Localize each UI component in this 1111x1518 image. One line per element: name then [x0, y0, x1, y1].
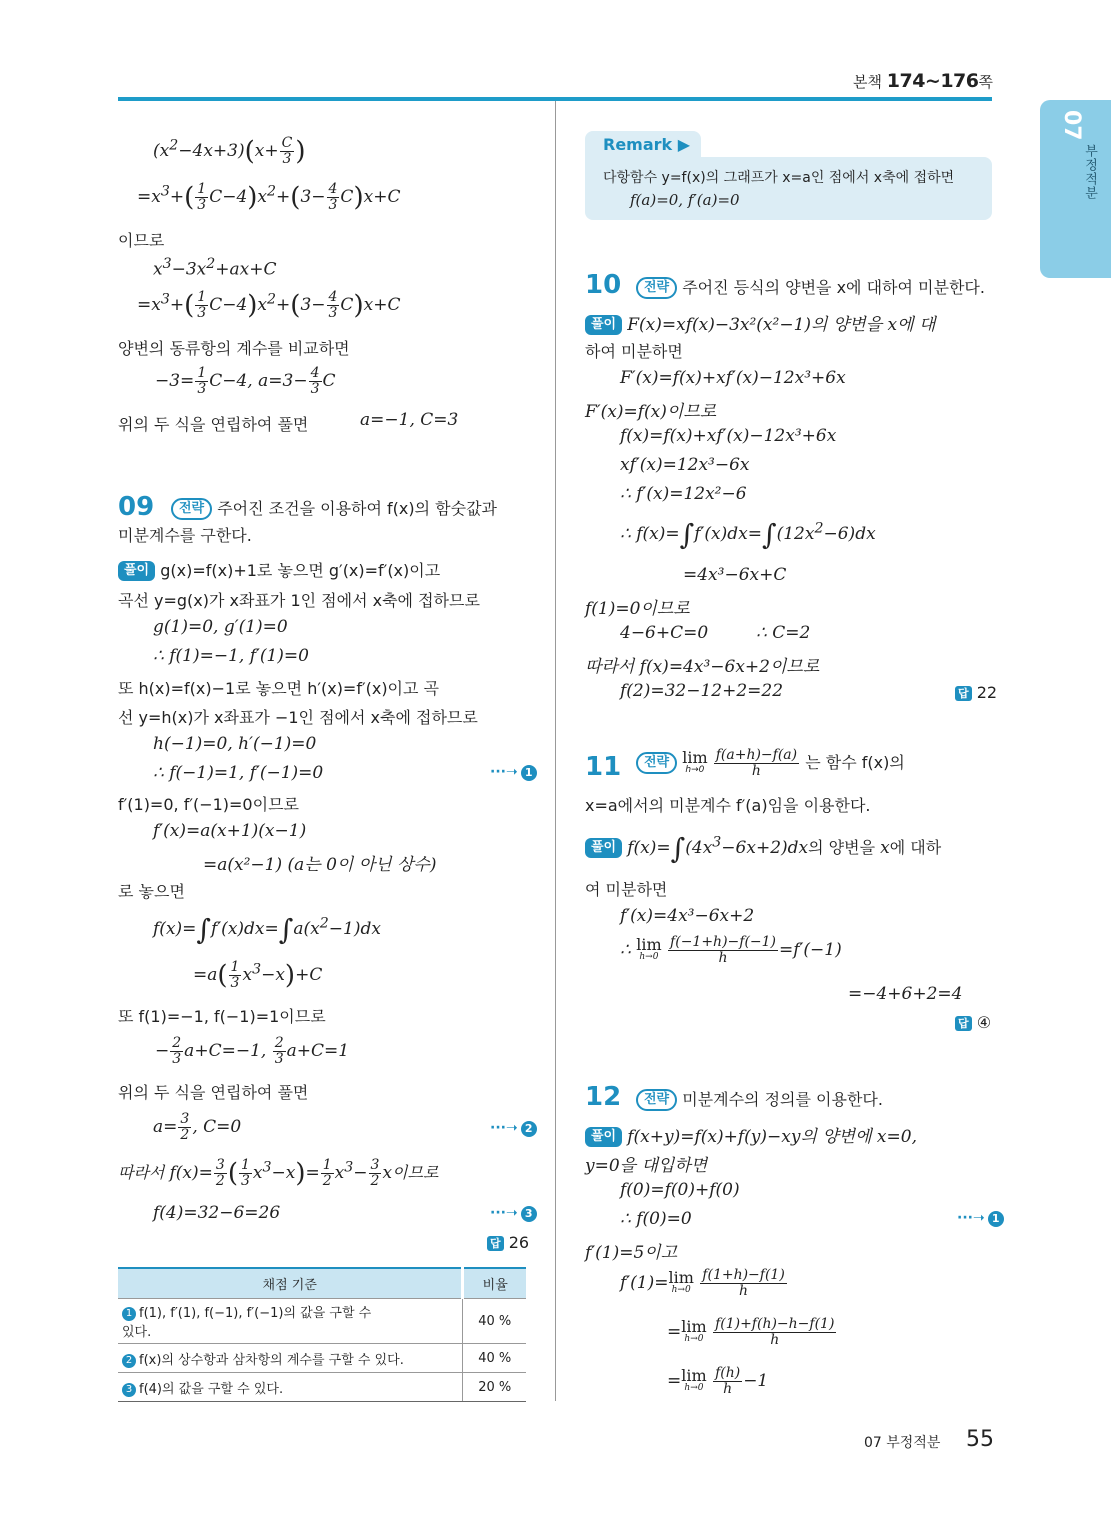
carry-line-5: $=x^3+$( $\frac{1}{3}$ $C-4)x^2+(3-$ $\frac{4}{3}$ C)x+C [137, 289, 401, 321]
p10-line-5: f(x)=f(x)+xf′(x)−12x³+6x [620, 426, 837, 446]
p12-line-8: = lim h→0 $\frac{f(h)}{h}$ −1 [667, 1365, 769, 1397]
p09-line-14: =a( $\frac{1}{3}$ $x^3-x)+C$ [193, 959, 323, 991]
p09-line-18: a= $\frac{3}{2}$ , C=0 [153, 1111, 242, 1143]
solution-badge: 풀이 [118, 561, 155, 581]
p09-line-17: 위의 두 식을 연립하여 풀면 [118, 1083, 309, 1102]
p09-line-7: h(−1)=0, h′(−1)=0 [153, 734, 317, 754]
header-criteria: 채점 기준 [118, 1268, 463, 1299]
remark-box [585, 157, 992, 220]
remark-line-1: 다항함수 y=f(x)의 그래프가 x=a인 점에서 x축에 접하면 [603, 170, 955, 186]
footer-chapter: 07 부정적분 [864, 1435, 941, 1451]
p12-line-7: = lim h→0 $\frac{f(1)+f(h)-h-f(1)}{h}$ [667, 1316, 835, 1348]
p10-line-2: 하여 미분하면 [585, 342, 683, 361]
p09-solution-line-1: 풀이 g(x)=f(x)+1로 놓으면 g′(x)=f′(x)이고 [118, 558, 440, 581]
p09-strategy-cont: 미분계수를 구한다. [118, 526, 252, 545]
chapter-side-tab [1040, 100, 1111, 278]
strategy-badge: 전략 [171, 498, 212, 520]
p12-solution-line-1: 풀이 f(x+y)=f(x)+f(y)−xy의 양변에 x=0, [585, 1122, 917, 1147]
p09-line-2: 곡선 y=g(x)가 x좌표가 1인 점에서 x축에 접하므로 [118, 591, 480, 610]
p09-line-13: $f(x)=\int f'(x)dx=\int a(x^2-1)dx$ [153, 913, 381, 946]
p10-line-13: f(2)=32−12+2=22 [620, 681, 784, 701]
p10-strategy: 전략 주어진 등식의 양변을 x에 대하여 미분한다. [636, 275, 985, 299]
chapter-number: 07 [1059, 110, 1084, 141]
step-marker-1: ···➝ 1 [490, 764, 537, 781]
solution-badge: 풀이 [585, 838, 622, 858]
p09-strategy: 전략 주어진 조건을 이용하여 f(x)의 함숫값과 [171, 496, 497, 520]
p09-line-19: 따라서 f(x)= $\frac{3}{2}$ ( $\frac{1}{3}$ $x^3-x)=$ $\frac{1}{2}$ $x^3-$ $\frac{3}{2}$ x이므로 [118, 1157, 439, 1189]
page-number: 55 [966, 1427, 994, 1452]
p12-line-2: y=0을 대입하면 [585, 1156, 708, 1176]
p12-line-3: f(0)=f(0)+f(0) [620, 1180, 740, 1200]
table-row: 1 f(1), f′(1), f(−1), f′(−1)의 값을 구할 수 있다. 40 % [118, 1299, 526, 1344]
problem-number-09: 09 [118, 492, 155, 522]
solution-badge: 풀이 [585, 315, 622, 335]
p11-line-4: ∴ lim h→0 $\frac{f(-1+h)-f(-1)}{h}$ =f′(−1) [620, 934, 842, 966]
p09-line-9: f′(1)=0, f′(−1)=0이므로 [118, 795, 299, 814]
p10-line-8: ∴ $f(x)=\int f'(x)dx=\int(12x^2-6)dx$ [620, 518, 876, 551]
p12-strategy: 전략 미분계수의 정의를 이용한다. [636, 1087, 883, 1111]
p12-line-4: ∴ f(0)=0 [620, 1209, 692, 1229]
carry-line-8: 위의 두 식을 연립하여 풀면 [118, 415, 309, 434]
p11-line-5: =−4+6+2=4 [848, 984, 963, 1004]
carry-line-1: $(x^2-4x+3)(x+$ $\frac{C}{3}$ ) [153, 135, 306, 167]
p11-strategy: 전략 lim h→0 $\frac{f(a+h)-f(a)}{h}$ 는 함수 f(x)의 [636, 748, 905, 779]
p10-line-9: =4x³−6x+C [683, 565, 787, 585]
scoring-table-header [118, 1268, 526, 1299]
remark-title: Remark ▶ [585, 131, 701, 159]
lim-expression: lim h→0 [682, 747, 708, 775]
answer-tag: 답 [487, 1236, 504, 1251]
p09-line-10: f′(x)=a(x+1)(x−1) [153, 821, 307, 841]
table-row: 2 f(x)의 상수항과 삼차항의 계수를 구할 수 있다. 40 % [118, 1344, 526, 1373]
scoring-table [118, 1267, 526, 1402]
answer-tag: 답 [955, 1016, 972, 1031]
carry-line-7: −3= $\frac{1}{3}$ C−4, a=3− $\frac{4}{3}$ C [155, 365, 336, 397]
table-row: 3 f(4)의 값을 구할 수 있다. 20 % [118, 1373, 526, 1402]
p09-line-12: 로 놓으면 [118, 882, 185, 901]
solution-badge: 풀이 [585, 1127, 622, 1147]
carry-line-3: 이므로 [118, 231, 165, 250]
problem-number-12: 12 [585, 1082, 622, 1112]
p09-line-15: 또 f(1)=−1, f(−1)=1이므로 [118, 1007, 326, 1026]
p11-line-2: 여 미분하면 [585, 880, 668, 899]
carry-result: a=−1, C=3 [360, 410, 459, 430]
p10-line-12: 따라서 f(x)=4x³−6x+2이므로 [585, 657, 820, 677]
strategy-badge: 전략 [636, 752, 677, 774]
p09-line-20: f(4)=32−6=26 [153, 1203, 281, 1223]
remark-line-2: f(a)=0, f′(a)=0 [630, 191, 740, 209]
p09-line-3: g(1)=0, g′(1)=0 [153, 617, 288, 637]
p10-line-4: F′(x)=f(x)이므로 [585, 402, 717, 422]
step-marker-2: ···➝ 2 [490, 1120, 537, 1137]
p10-line-3: F′(x)=f(x)+xf′(x)−12x³+6x [620, 368, 846, 388]
step-marker-1: ···➝ 1 [957, 1210, 1004, 1227]
p10-line-11: 4−6+C=0 [620, 623, 709, 643]
p10-line-6: xf′(x)=12x³−6x [620, 455, 750, 475]
p10-line-7: ∴ f′(x)=12x²−6 [620, 484, 747, 504]
p12-line-6: f′(1)= lim h→0 $\frac{f(1+h)-f(1)}{h}$ [620, 1267, 785, 1299]
p11-answer: 답 ④ [955, 1013, 991, 1032]
carry-line-6: 양변의 동류항의 계수를 비교하면 [118, 339, 350, 358]
p11-strategy-cont: x=a에서의 미분계수 f′(a)임을 이용한다. [585, 796, 871, 815]
p09-line-8: ∴ f(−1)=1, f′(−1)=0 [153, 763, 324, 783]
strategy-badge: 전략 [636, 277, 677, 299]
p09-line-11: =a(x²−1) (a는 0이 아닌 상수) [203, 855, 437, 875]
p11-line-3: f′(x)=4x³−6x+2 [620, 906, 755, 926]
problem-number-11: 11 [585, 752, 622, 782]
p12-line-5: f′(1)=5이고 [585, 1243, 678, 1263]
p10-line-10: f(1)=0이므로 [585, 599, 690, 619]
p09-line-16: − $\frac{2}{3}$ a+C=−1, $\frac{2}{3}$ a+C=1 [155, 1035, 350, 1067]
p09-line-5: 또 h(x)=f(x)−1로 놓으면 h′(x)=f′(x)이고 곡 [118, 679, 440, 698]
p09-line-4: ∴ f(1)=−1, f′(1)=0 [153, 646, 309, 666]
p09-line-6: 선 y=h(x)가 x좌표가 −1인 점에서 x축에 접하므로 [118, 708, 478, 727]
column-divider [555, 101, 556, 1401]
header-ratio: 비율 [463, 1268, 526, 1299]
strategy-badge: 전략 [636, 1089, 677, 1111]
p10-line-11b: ∴ C=2 [756, 623, 811, 643]
p09-answer: 답 26 [487, 1233, 529, 1252]
carry-line-2: $=x^3+$( $\frac{1}{3}$ $C-4)x^2+(3-$ $\frac{4}{3}$ C)x+C [137, 181, 401, 213]
problem-number-10: 10 [585, 270, 622, 300]
page-reference: 본책 174~176쪽 [852, 70, 993, 92]
answer-tag: 답 [955, 686, 972, 701]
p10-solution-line-1: 풀이 F(x)=xf(x)−3x²(x²−1)의 양변을 x에 대 [585, 310, 935, 335]
p11-solution-line-1: 풀이 $f(x)=\int(4x^3-6x+2)dx$의 양변을 x에 대하 [585, 832, 941, 865]
p10-answer: 답 22 [955, 683, 997, 702]
chapter-title: 부정적분 [1082, 144, 1097, 200]
step-marker-3: ···➝ 3 [490, 1205, 537, 1222]
carry-line-4: $x^3-3x^2+ax+C$ [153, 256, 277, 280]
